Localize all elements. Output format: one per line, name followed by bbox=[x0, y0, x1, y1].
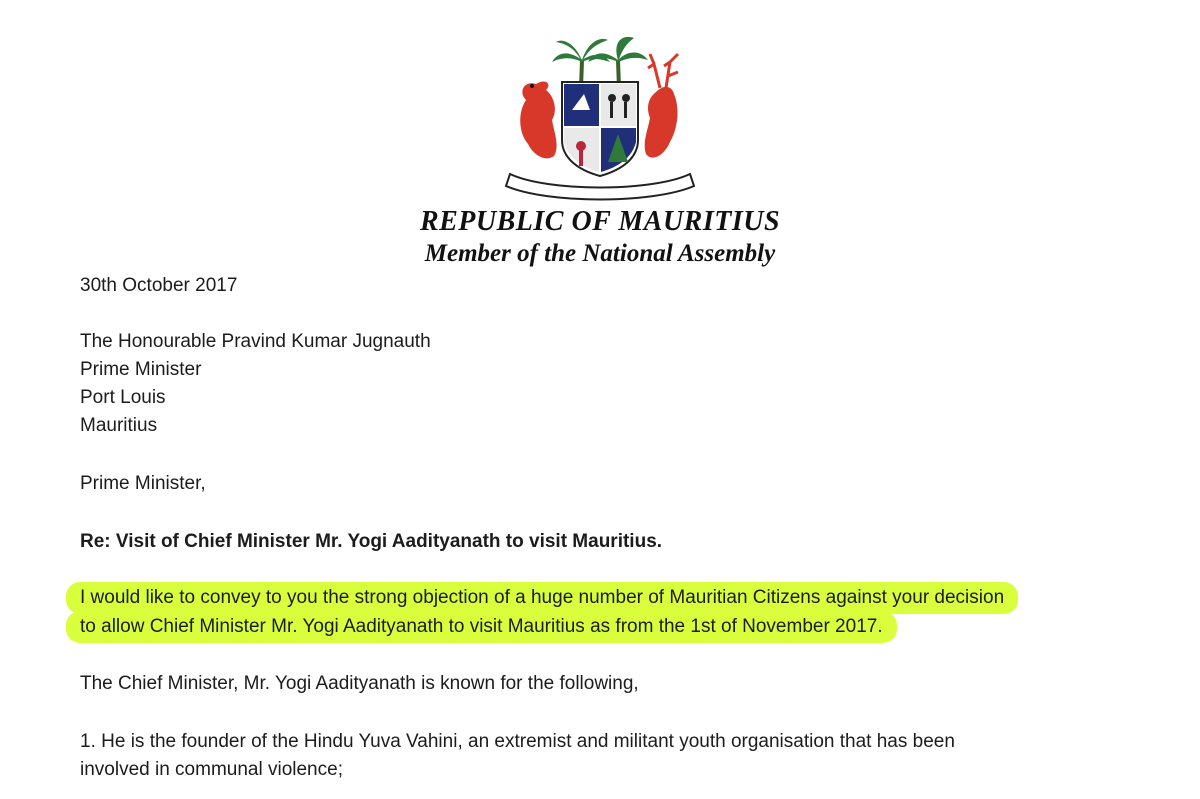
recipient-name: The Honourable Pravind Kumar Jugnauth bbox=[80, 331, 431, 352]
letterhead-title: REPUBLIC OF MAURITIUS bbox=[419, 206, 781, 237]
recipient-country: Mauritius bbox=[80, 415, 158, 436]
coat-of-arms-icon bbox=[488, 22, 713, 202]
recipient-city: Port Louis bbox=[80, 387, 166, 408]
point-1-line-2: involved in communal violence; bbox=[80, 759, 343, 780]
letterhead-subtitle: Member of the National Assembly bbox=[424, 240, 776, 267]
intro-paragraph: The Chief Minister, Mr. Yogi Aadityanath is known for the following, bbox=[80, 673, 639, 694]
subject-line: Re: Visit of Chief Minister Mr. Yogi Aadityanath to visit Mauritius. bbox=[80, 531, 663, 552]
letter-date: 30th October 2017 bbox=[80, 275, 238, 296]
point-1-line-1: 1. He is the founder of the Hindu Yuva Vahini, an extremist and militant youth organisation that has been bbox=[80, 731, 955, 752]
highlighted-line-2: to allow Chief Minister Mr. Yogi Aadityanath to visit Mauritius as from the 1st of November 2017. bbox=[66, 611, 897, 643]
highlighted-line-1: I would like to convey to you the strong objection of a huge number of Mauritian Citizens against your decision bbox=[66, 582, 1018, 614]
recipient-position: Prime Minister bbox=[80, 359, 202, 380]
salutation: Prime Minister, bbox=[80, 473, 206, 494]
